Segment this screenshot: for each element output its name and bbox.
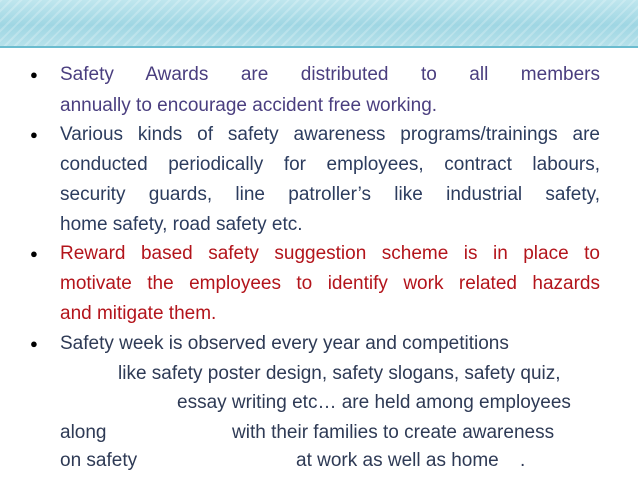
- bullet-2-line-2: conducted periodically for employees, contract labours,: [60, 154, 600, 175]
- bullet-4-line-4: along: [60, 422, 107, 443]
- bullet-1-line-2: annually to encourage accident free working.: [60, 95, 438, 116]
- bullet-icon: ●: [30, 246, 38, 261]
- bullet-3-line-1: Reward based safety suggestion scheme is in place to: [60, 243, 600, 264]
- bullet-4-line-6: on safety: [60, 450, 138, 471]
- bullet-4-line-5: with their families to create awareness: [232, 422, 555, 443]
- bullet-4-line-1: Safety week is observed every year and competitions: [60, 333, 509, 354]
- bullet-icon: ●: [30, 127, 38, 142]
- bullet-3-line-3: and mitigate them.: [60, 303, 217, 324]
- bullet-icon: ●: [30, 67, 38, 82]
- bullet-4-line-7: at work as well as home: [296, 450, 499, 471]
- bullet-3-line-2: motivate the employees to identify work related hazards: [60, 273, 600, 294]
- bullet-2-line-1: Various kinds of safety awareness programs/trainings are: [60, 124, 600, 145]
- bullet-1-line-1: Safety Awards are distributed to all members: [60, 64, 600, 85]
- bullet-icon: ●: [30, 336, 38, 351]
- bullet-4-line-2: like safety poster design, safety slogans, safety quiz,: [118, 363, 561, 384]
- bullet-4-line-8: .: [520, 450, 526, 471]
- bullet-2-line-4: home safety, road safety etc.: [60, 214, 303, 235]
- bullet-4-line-3: essay writing etc… are held among employees: [177, 392, 571, 413]
- bullet-2-line-3: security guards, line patroller’s like industrial safety,: [60, 184, 600, 205]
